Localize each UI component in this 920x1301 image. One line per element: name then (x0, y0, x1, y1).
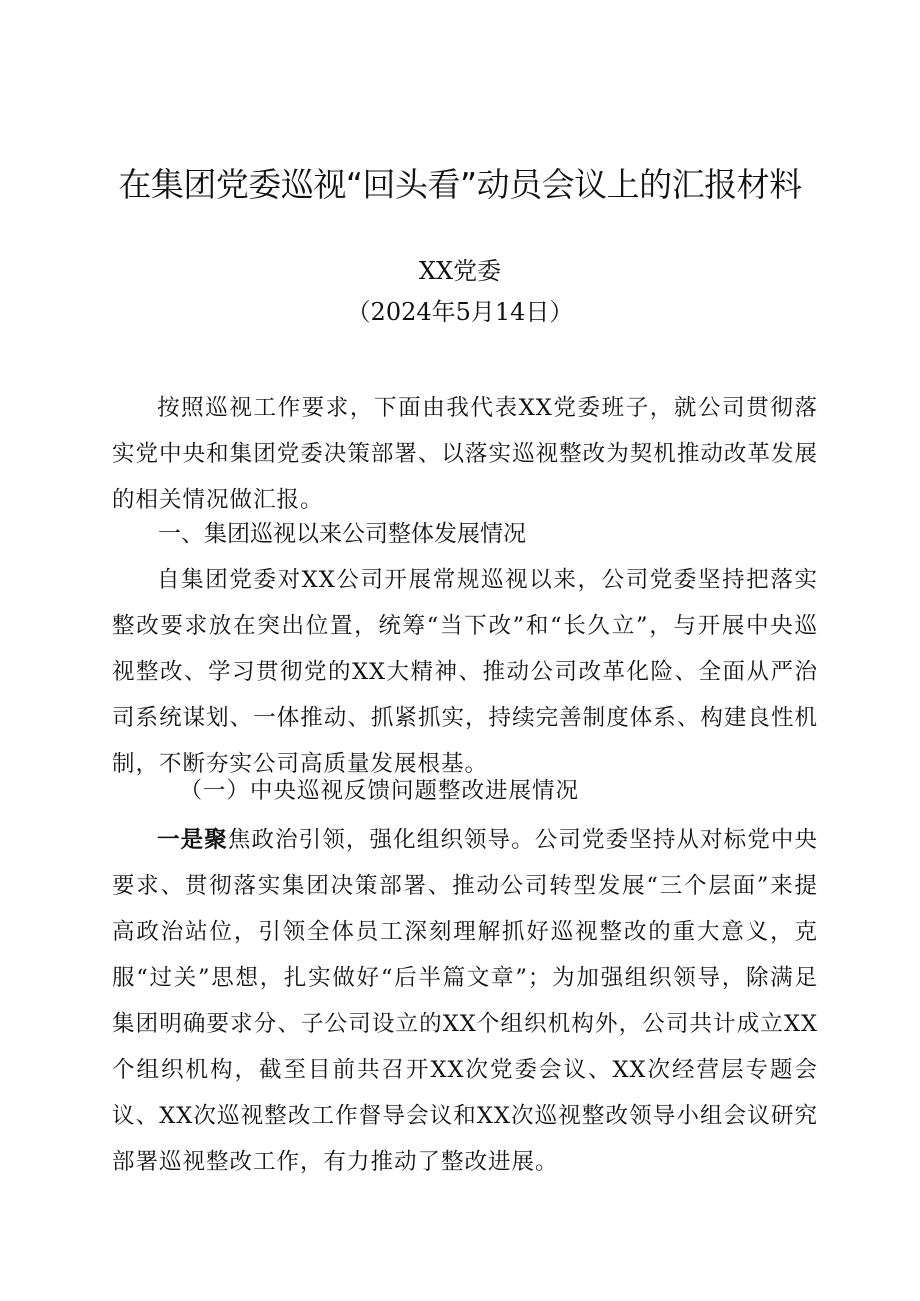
intro-paragraph: 按照巡视工作要求，下面由我代表XX党委班子，就公司贯彻落实党中央和集团党委决策部署、以落实巡视整改为契机推动改革发展的相关情况做汇报。 (112, 395, 818, 513)
section-heading: 一、集团巡视以来公司整体发展情况 (158, 521, 526, 547)
document-title: 在集团党委巡视“回头看”动员会议上的汇报材料 (118, 165, 802, 204)
paragraph-lead-text: 一是聚 (157, 827, 228, 853)
subsection-paragraph (112, 817, 818, 1185)
document-date: （2024年5月14日） (346, 298, 574, 326)
paragraph-body-text: 焦政治引领，强化组织领导。公司党委坚持从对标党中央要求、贯彻落实集团决策部署、推动公司转型发展“三个层面”来提高政治站位，引领全体员工深刻理解抓好巡视整改的重大意义，克服“过关”思想，扎实做好“后半篇文章”；为加强组织领导，除满足集团明确要求分、子公司设立的XX个组织机构外，公司共计成立XX个组织机构，截至目前共召开XX次党委会议、XX次经营层专题会议、XX次巡视整改工作督导会议和XX次巡视整改领导小组会议研究部署巡视整改工作，有力推动了整改进展。 (112, 827, 818, 1175)
document-author: XX党委 (418, 257, 502, 285)
subsection-heading: （一）中央巡视反馈问题整改进展情况 (179, 778, 580, 804)
section-paragraph: 自集团党委对XX公司开展常规巡视以来，公司党委坚持把落实整改要求放在突出位置，统筹“当下改”和“长久立”，与开展中央巡视整改、学习贯彻党的XX大精神、推动公司改革化险、全面从严治司系统谋划、一体推动、抓紧抓实，持续完善制度体系、构建良性机制，不断夯实公司高质量发展根基。 (112, 567, 818, 777)
